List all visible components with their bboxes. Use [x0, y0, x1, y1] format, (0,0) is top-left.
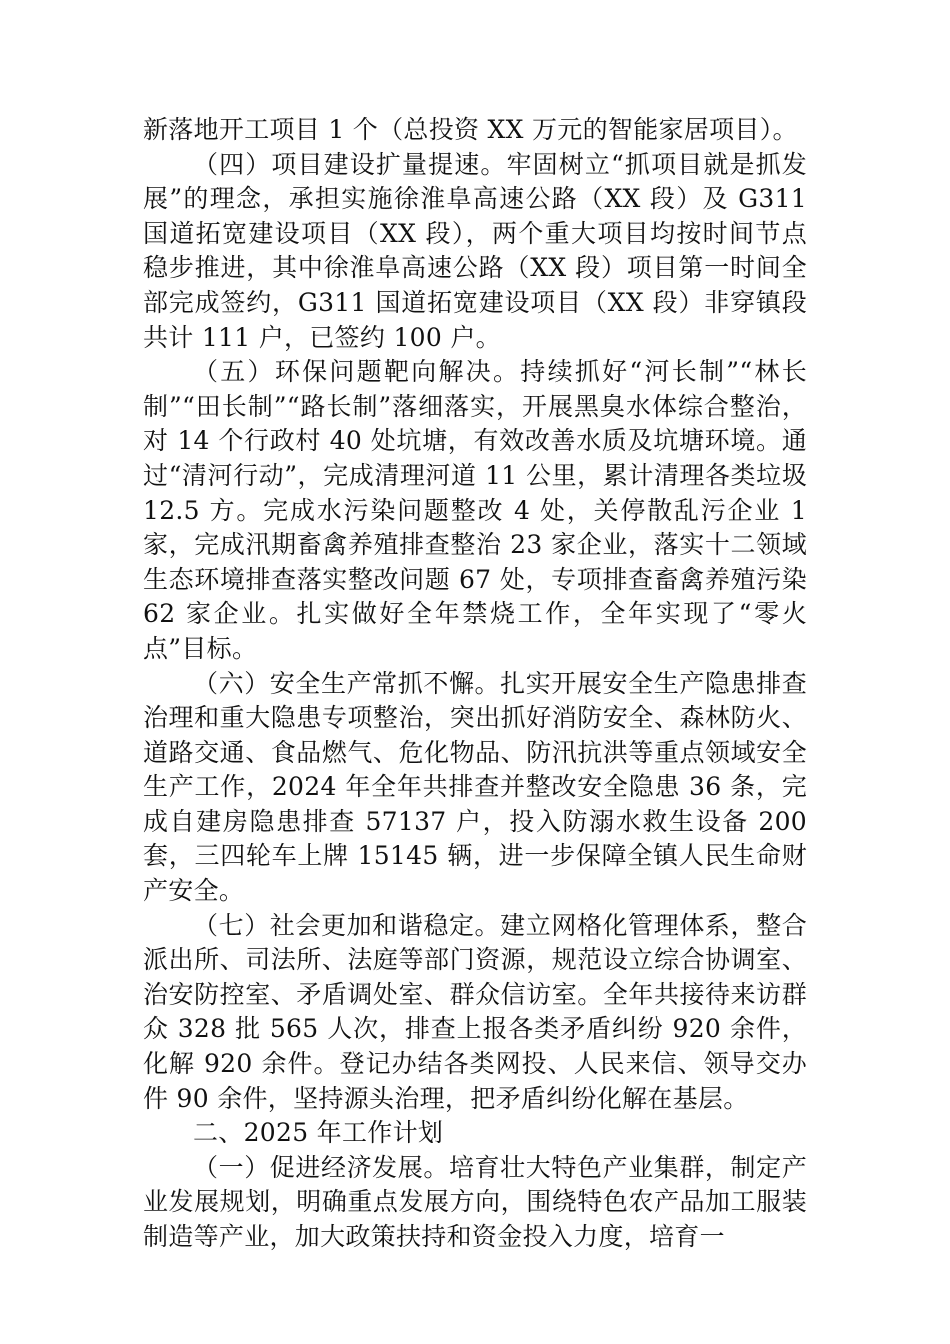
- paragraph-social-stability: （七）社会更加和谐稳定。建立网格化管理体系，整合派出所、司法所、法庭等部门资源，规范设立综合协调室、治安防控室、矛盾调处室、群众信访室。全年共接待来访群众 328 批 565 人次，排查上报各类矛盾纠纷 920 余件，化解 920 余件。登记办结各类网投、人民来信、领导交办件 90 余件，坚持源头治理，把矛盾纠纷化解在基层。: [143, 910, 807, 1113]
- document-body: [143, 113, 807, 1255]
- paragraph-economic-development: （一）促进经济发展。培育壮大特色产业集群，制定产业发展规划，明确重点发展方向，围绕特色农产品加工服装制造等产业，加大政策扶持和资金投入力度，培育一: [143, 1152, 807, 1251]
- section-heading-2025-plan: 二、2025 年工作计划: [193, 1118, 444, 1148]
- paragraph-project-construction: （四）项目建设扩量提速。牢固树立“抓项目就是抓发展”的理念，承担实施徐淮阜高速公路（XX 段）及 G311 国道拓宽建设项目（XX 段），两个重大项目均按时间节点稳步推进，其中徐淮阜高速公路（XX 段）项目第一时间全部完成签约，G311 国道拓宽建设项目（XX 段）非穿镇段共计 111 户，已签约 100 户。: [143, 149, 807, 352]
- paragraph-continuation: 新落地开工项目 1 个（总投资 XX 万元的智能家居项目）。: [143, 115, 798, 144]
- paragraph-safety-production: （六）安全生产常抓不懈。扎实开展安全生产隐患排查治理和重大隐患专项整治，突出抓好消防安全、森林防火、道路交通、食品燃气、危化物品、防汛抗洪等重点领域安全生产工作，2024 年全年共排查并整改安全隐患 36 条，完成自建房隐患排查 57137 户，投入防溺水救生设备 200 套，三四轮车上牌 15145 辆，进一步保障全镇人民生命财产安全。: [143, 668, 807, 906]
- paragraph-environmental-protection: （五）环保问题靶向解决。持续抓好“河长制”“林长制”“田长制”“路长制”落细落实，开展黑臭水体综合整治，对 14 个行政村 40 处坑塘，有效改善水质及坑塘环境。通过“清河行动”，完成清理河道 11 公里，累计清理各类垃圾 12.5 方。完成水污染问题整改 4 处，关停散乱污企业 1 家，完成汛期畜禽养殖排查整治 23 家企业，落实十二领域生态环境排查落实整改问题 67 处，专项排查畜禽养殖污染 62 家企业。扎实做好全年禁烧工作，全年实现了“零火点”目标。: [143, 357, 807, 663]
